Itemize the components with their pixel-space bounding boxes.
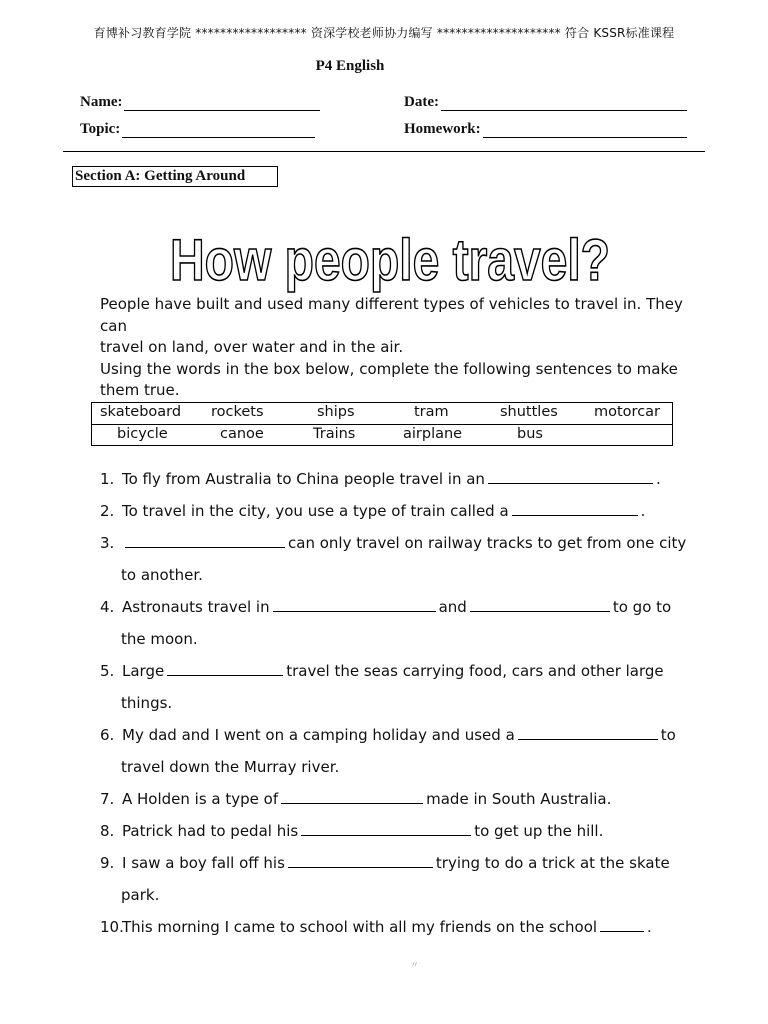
topic-label: Topic: (80, 121, 121, 137)
word-tram: tram (414, 404, 449, 420)
intro-line: them true. (100, 381, 180, 399)
word-airplane: airplane (403, 426, 463, 442)
name-label: Name: (80, 94, 123, 110)
header-banner: 育博补习教育学院 ****************** 资深学校老师协力编写 ******************** 符合 KSSR标准课程 (93, 26, 675, 40)
word-ships: ships (317, 404, 355, 420)
answer-blank[interactable] (488, 470, 653, 484)
question-5-continued: things. (121, 694, 173, 712)
answer-blank[interactable] (288, 854, 433, 868)
word-bus: bus (517, 426, 543, 442)
intro-line: People have built and used many different types of vehicles to travel in. They can (100, 295, 683, 335)
question-9-continued: park. (121, 886, 160, 904)
question-10: 10.This morning I came to school with all my friends on the school . (100, 918, 652, 936)
answer-blank[interactable] (273, 598, 436, 612)
footer-mark: 〃 (410, 961, 420, 971)
question-9: 9. I saw a boy fall off his trying to do a trick at the skate (100, 854, 670, 872)
heading-text: How people travel? (170, 228, 610, 293)
answer-blank[interactable] (512, 502, 638, 516)
answer-blank[interactable] (518, 726, 658, 740)
word-shuttles: shuttles (500, 404, 558, 420)
question-8: 8. Patrick had to pedal his to get up the hill. (100, 822, 604, 840)
question-6-continued: travel down the Murray river. (121, 758, 340, 776)
question-5: 5. Large travel the seas carrying food, cars and other large (100, 662, 664, 680)
word-bicycle: bicycle (117, 426, 168, 442)
section-label: Section A: Getting Around (72, 166, 278, 187)
question-2: 2. To travel in the city, you use a type of train called a . (100, 502, 646, 520)
answer-blank[interactable] (167, 662, 283, 676)
page-title: P4 English (315, 58, 385, 74)
question-6: 6. My dad and I went on a camping holiday and used a to (100, 726, 676, 744)
answer-blank[interactable] (281, 790, 423, 804)
word-motorcar: motorcar (594, 404, 661, 420)
homework-label: Homework: (404, 121, 481, 137)
question-3: 3. can only travel on railway tracks to get from one city (100, 534, 687, 552)
question-4-continued: the moon. (121, 630, 198, 648)
question-3-continued: to another. (121, 566, 203, 584)
intro-line: travel on land, over water and in the air. (100, 338, 404, 356)
question-7: 7. A Holden is a type of made in South Australia. (100, 790, 612, 808)
intro-line: Using the words in the box below, complete the following sentences to make (100, 359, 678, 378)
word-canoe: canoe (220, 426, 264, 442)
question-1: 1. To fly from Australia to China people travel in an . (100, 470, 661, 488)
word-trains: Trains (313, 426, 356, 442)
answer-blank[interactable] (470, 598, 610, 612)
word-skateboard: skateboard (100, 404, 182, 420)
answer-blank[interactable] (301, 822, 471, 836)
question-4: 4. Astronauts travel in and to go to (100, 598, 672, 616)
answer-blank[interactable] (600, 918, 644, 932)
word-rockets: rockets (211, 404, 264, 420)
answer-blank[interactable] (125, 534, 285, 548)
date-label: Date: (404, 94, 439, 110)
